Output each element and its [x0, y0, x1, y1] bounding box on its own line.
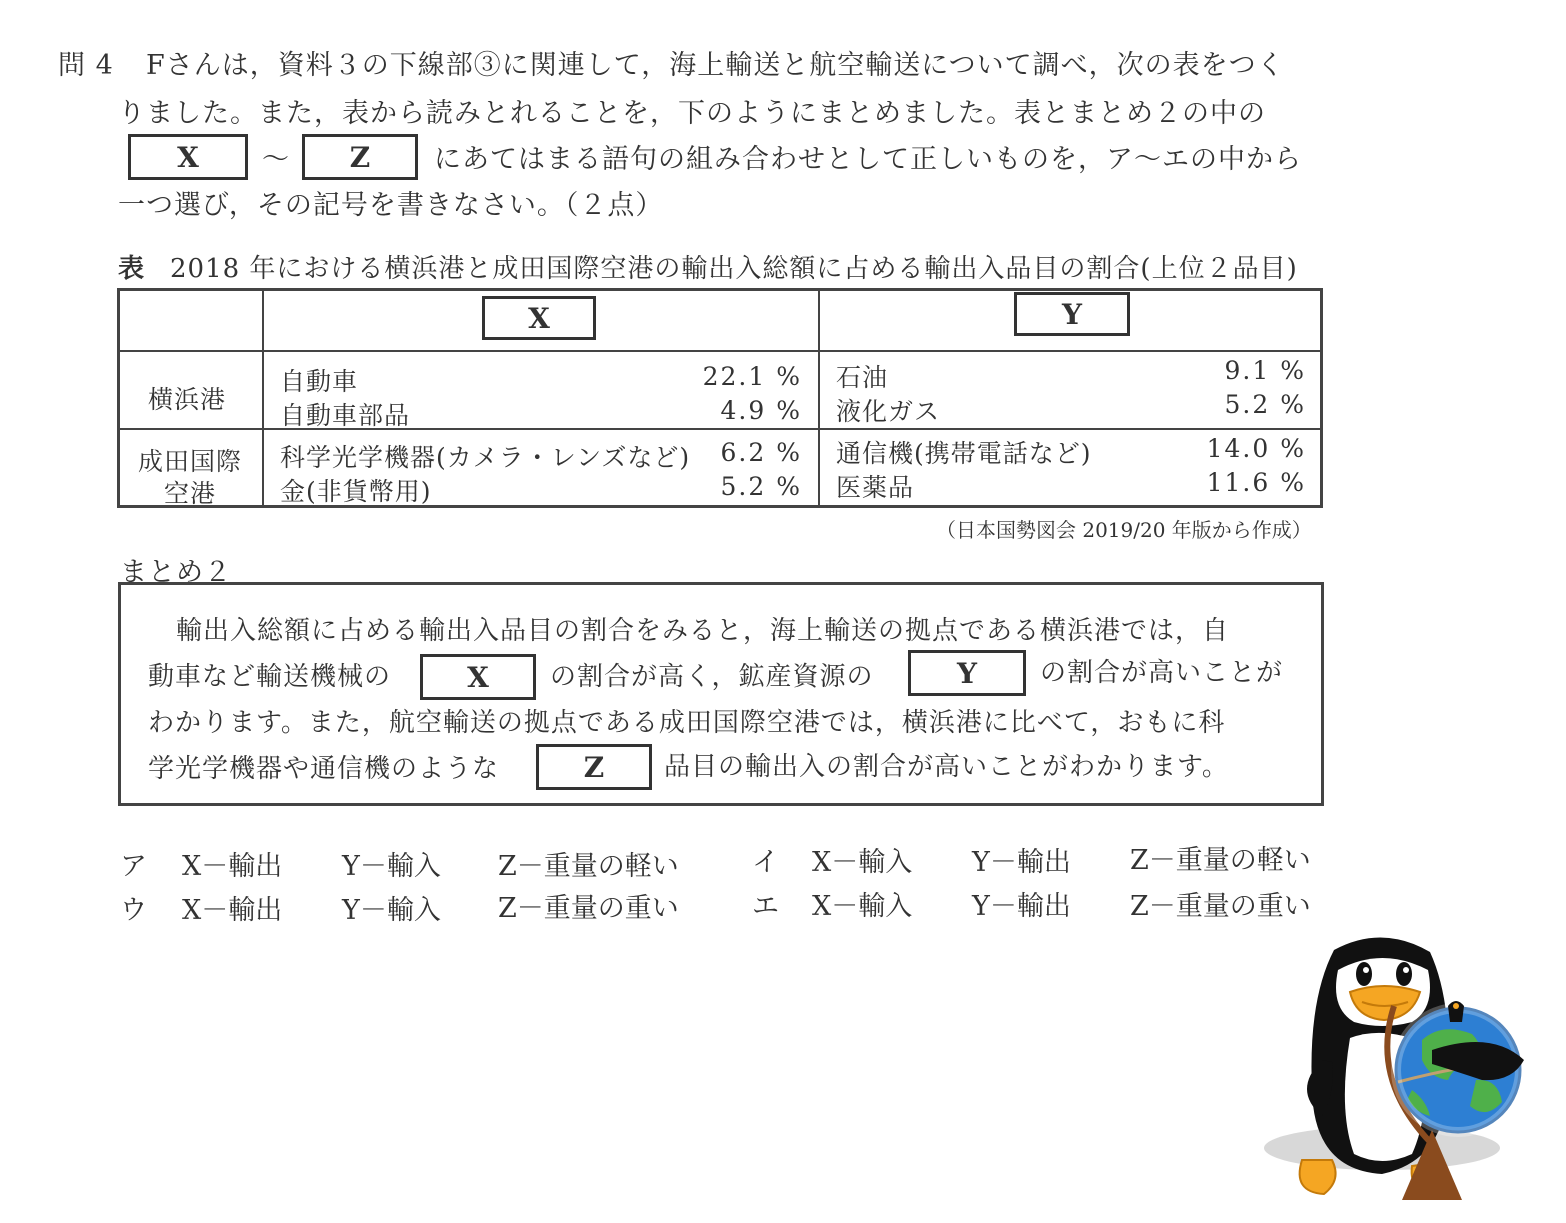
answer-box-x: X [128, 134, 248, 180]
option-i-x: X－輸入 [812, 847, 913, 878]
row-place-narita-2: 空港 [164, 479, 217, 508]
summary-box-x: X [420, 654, 536, 700]
header-box-y: Y [1014, 292, 1130, 336]
table-cell: 医薬品 [836, 473, 915, 502]
row-place-narita-1: 成田国際 [138, 447, 243, 476]
question-line-2: りました。また，表から読みとれることを，下のようにまとめました。表とまとめ２の中の [118, 98, 1266, 129]
summary-box-z: Z [536, 744, 652, 790]
option-a-x: X－輸出 [182, 851, 283, 882]
answer-box-z: Z [302, 134, 418, 180]
table-source: （日本国勢図会 2019/20 年版から作成） [936, 518, 1312, 542]
header-box-x: X [482, 296, 596, 340]
table-caption-label: 表 [118, 254, 146, 284]
option-i-z: Z－重量の軽い [1130, 845, 1311, 876]
summary-line-3: わかります。また，航空輸送の拠点である成田国際空港では，横浜港に比べて，おもに科 [148, 708, 1226, 738]
tilde: ～ [262, 144, 290, 175]
option-e-z: Z－重量の重い [1130, 891, 1311, 922]
option-i-y: Y－輸出 [972, 847, 1071, 878]
option-mark-e[interactable]: エ [752, 891, 779, 922]
summary-box-y: Y [908, 650, 1026, 696]
table-value: 4.9 % [720, 396, 802, 425]
table-value: 11.6 % [1206, 468, 1306, 497]
option-mark-u[interactable]: ウ [120, 895, 147, 926]
table-cell: 液化ガス [836, 397, 941, 426]
table-cell: 科学光学機器(カメラ・レンズなど) [280, 443, 691, 472]
option-mark-i[interactable]: イ [752, 847, 779, 878]
table-caption: 2018 年における横浜港と成田国際空港の輸出入総額に占める輸出入品目の割合(上位２品目) [170, 254, 1298, 284]
table-cell: 金(非貨幣用) [280, 477, 432, 506]
table-value: 22.1 % [702, 362, 802, 391]
table-cell: 石油 [836, 363, 889, 392]
summary-line-2c: の割合が高いことが [1040, 658, 1284, 688]
row-place-yokohama: 横浜港 [148, 385, 227, 414]
option-a-z: Z－重量の軽い [498, 851, 679, 882]
table-value: 6.2 % [720, 438, 802, 467]
table-cell: 通信機(携帯電話など) [836, 439, 1092, 468]
question-line-4: 一つ選び，その記号を書きなさい。（２点） [118, 190, 664, 221]
table-value: 9.1 % [1224, 356, 1306, 385]
summary-line-4b: 品目の輸出入の割合が高いことがわかります。 [664, 752, 1229, 782]
table-value: 5.2 % [1224, 390, 1306, 419]
table-cell: 自動車部品 [280, 401, 411, 430]
summary-line-1: 輸出入総額に占める輸出入品目の割合をみると，海上輸送の拠点である横浜港では，自 [176, 616, 1230, 646]
option-u-y: Y－輸入 [342, 895, 441, 926]
option-e-x: X－輸入 [812, 891, 913, 922]
option-u-x: X－輸出 [182, 895, 283, 926]
option-e-y: Y－輸出 [972, 891, 1071, 922]
summary-line-2a: 動車など輸送機械の [148, 662, 392, 692]
option-a-y: Y－輸入 [342, 851, 441, 882]
table-value: 14.0 % [1206, 434, 1306, 463]
summary-title: まとめ２ [120, 557, 232, 588]
option-mark-a[interactable]: ア [120, 851, 147, 882]
table-cell: 自動車 [280, 367, 359, 396]
penguin-mascot-icon [1262, 930, 1532, 1210]
summary-line-4a: 学光学機器や通信機のような [148, 754, 500, 784]
option-u-z: Z－重量の重い [498, 893, 679, 924]
table-value: 5.2 % [720, 472, 802, 501]
question-line-1: Fさんは，資料３の下線部③に関連して，海上輸送と航空輸送について調べ，次の表をつく [146, 50, 1285, 81]
question-number: 問 4 [58, 50, 114, 81]
summary-line-2b: の割合が高く，鉱産資源の [550, 662, 874, 692]
question-line-3: にあてはまる語句の組み合わせとして正しいものを，ア～エの中から [434, 144, 1302, 175]
